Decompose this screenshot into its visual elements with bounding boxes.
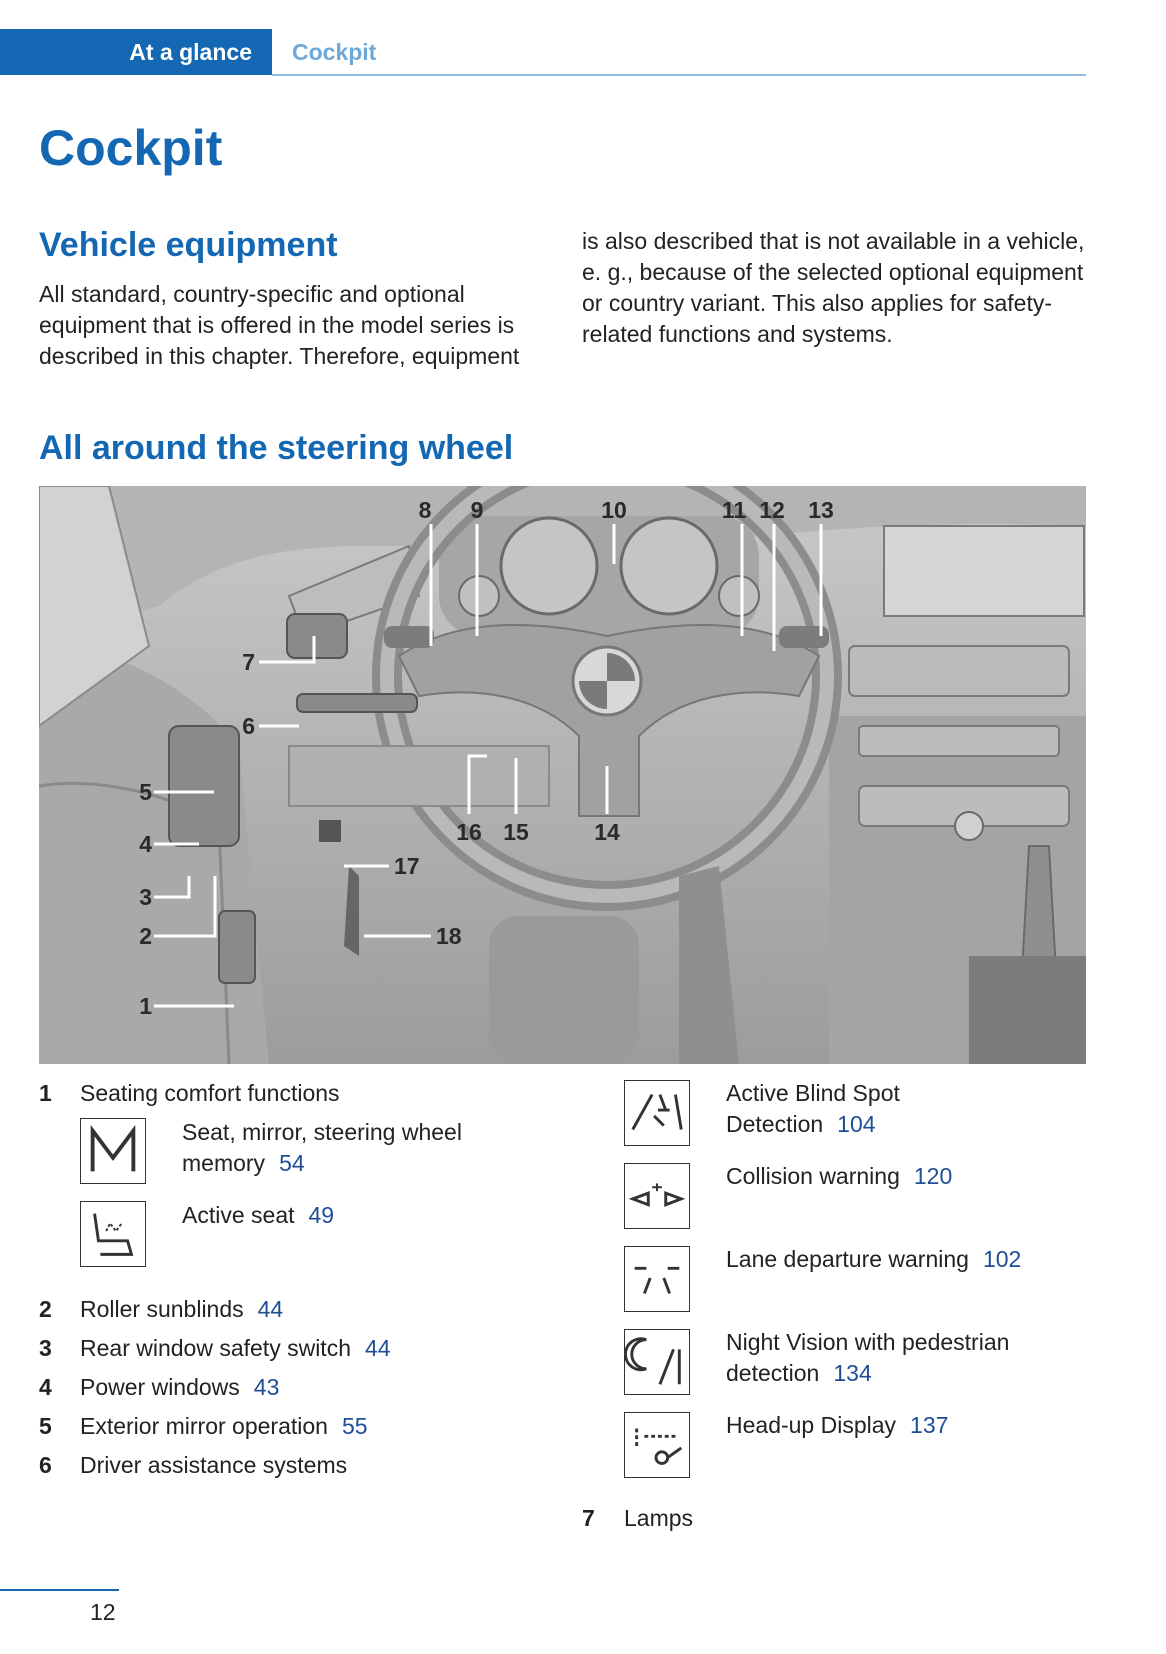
lane-departure-label: Lane departure warning [726, 1246, 969, 1272]
page-number-rule [0, 1589, 119, 1591]
blind-spot-label: Active Blind Spot Detection [726, 1080, 900, 1137]
memory-label: Seat, mirror, steering wheel memory [182, 1119, 462, 1176]
vehicle-equipment-text-left: All standard, country-specific and optional equipment that is offered in the model series is described in this chapter. Therefore, equipment [39, 281, 520, 369]
legend-num-7: 7 [582, 1505, 595, 1531]
callout-2: 2 [139, 923, 152, 949]
legend-blind-spot [726, 1078, 1026, 1140]
callout-13: 13 [808, 497, 834, 523]
legend-num-2: 2 [39, 1296, 52, 1322]
legend-label-1: Seating comfort functions [80, 1080, 340, 1106]
lane-departure-ref[interactable]: 102 [982, 1246, 1022, 1272]
legend-sub-memory [182, 1117, 562, 1179]
hud-label: Head-up Display [726, 1412, 897, 1438]
power-windows-ref[interactable]: 43 [253, 1374, 280, 1400]
legend-label-6: Driver assistance systems [80, 1452, 348, 1478]
cockpit-illustration [39, 486, 1086, 1064]
legend-label-7: Lamps [624, 1505, 694, 1531]
page-title: Cockpit [39, 120, 223, 176]
header-rule [272, 74, 1086, 76]
hud-ref[interactable]: 137 [910, 1412, 949, 1438]
head-up-display-icon [624, 1412, 690, 1478]
cockpit-figure [39, 486, 1086, 1064]
power-windows-label: Power windows [80, 1374, 240, 1400]
active-seat-icon [80, 1201, 146, 1267]
callout-3: 3 [139, 884, 152, 910]
night-vision-ref[interactable]: 134 [833, 1360, 872, 1386]
callout-12: 12 [759, 497, 785, 523]
steering-wheel-heading: All around the steering wheel [39, 429, 514, 467]
blind-spot-icon [624, 1080, 690, 1146]
legend-num-3: 3 [39, 1335, 52, 1361]
callout-7: 7 [242, 649, 255, 675]
legend-label-3 [80, 1333, 391, 1364]
callout-17: 17 [394, 853, 420, 879]
legend-night-vision [726, 1327, 1066, 1389]
legend-num-1: 1 [39, 1080, 52, 1106]
lane-departure-icon [624, 1246, 690, 1312]
night-vision-icon [624, 1329, 690, 1395]
callout-11: 11 [721, 497, 747, 523]
callout-18: 18 [436, 923, 462, 949]
legend-sub-active-seat [182, 1200, 334, 1231]
night-vision-label: Night Vision with pedestrian detection [726, 1329, 1010, 1386]
legend-lane-departure [726, 1244, 1021, 1275]
memory-m-icon [80, 1118, 146, 1184]
callout-9: 9 [470, 497, 484, 523]
exterior-mirror-label: Exterior mirror operation [80, 1413, 328, 1439]
rear-window-safety-label: Rear window safety switch [80, 1335, 351, 1361]
callout-5: 5 [139, 779, 152, 805]
page-number: 12 [90, 1599, 116, 1625]
callout-10: 10 [601, 497, 627, 523]
active-seat-page-ref[interactable]: 49 [308, 1202, 335, 1228]
callout-4: 4 [139, 831, 152, 857]
collision-warning-icon [624, 1163, 690, 1229]
collision-label: Collision warning [726, 1163, 900, 1189]
vehicle-equipment-heading: Vehicle equipment [39, 226, 338, 264]
legend-label-2 [80, 1294, 283, 1325]
active-seat-label: Active seat [182, 1202, 295, 1228]
legend-collision [726, 1161, 952, 1192]
roller-sunblinds-label: Roller sunblinds [80, 1296, 244, 1322]
legend-label-4 [80, 1372, 279, 1403]
collision-ref[interactable]: 120 [913, 1163, 953, 1189]
legend-hud [726, 1410, 948, 1441]
exterior-mirror-ref[interactable]: 55 [341, 1413, 368, 1439]
callout-6: 6 [242, 713, 255, 739]
roller-sunblinds-ref[interactable]: 44 [257, 1296, 284, 1322]
legend-num-5: 5 [39, 1413, 52, 1439]
callout-16: 16 [456, 819, 482, 845]
callout-8: 8 [418, 497, 432, 523]
blind-spot-ref[interactable]: 104 [837, 1111, 876, 1137]
section-tab: At a glance [0, 29, 272, 75]
legend-num-4: 4 [39, 1374, 52, 1400]
memory-page-ref[interactable]: 54 [279, 1150, 305, 1176]
legend-num-6: 6 [39, 1452, 52, 1478]
legend-label-5 [80, 1411, 368, 1442]
callout-14: 14 [594, 819, 620, 845]
vehicle-equipment-text-right: is also described that is not available in a vehicle, e. g., because of the selected optional equipment or country variant. This also applies for safety-related functions and systems. [582, 228, 1085, 347]
callout-1: 1 [139, 993, 152, 1019]
rear-window-safety-ref[interactable]: 44 [365, 1335, 391, 1361]
breadcrumb-current: Cockpit [292, 39, 377, 65]
callout-15: 15 [503, 819, 529, 845]
